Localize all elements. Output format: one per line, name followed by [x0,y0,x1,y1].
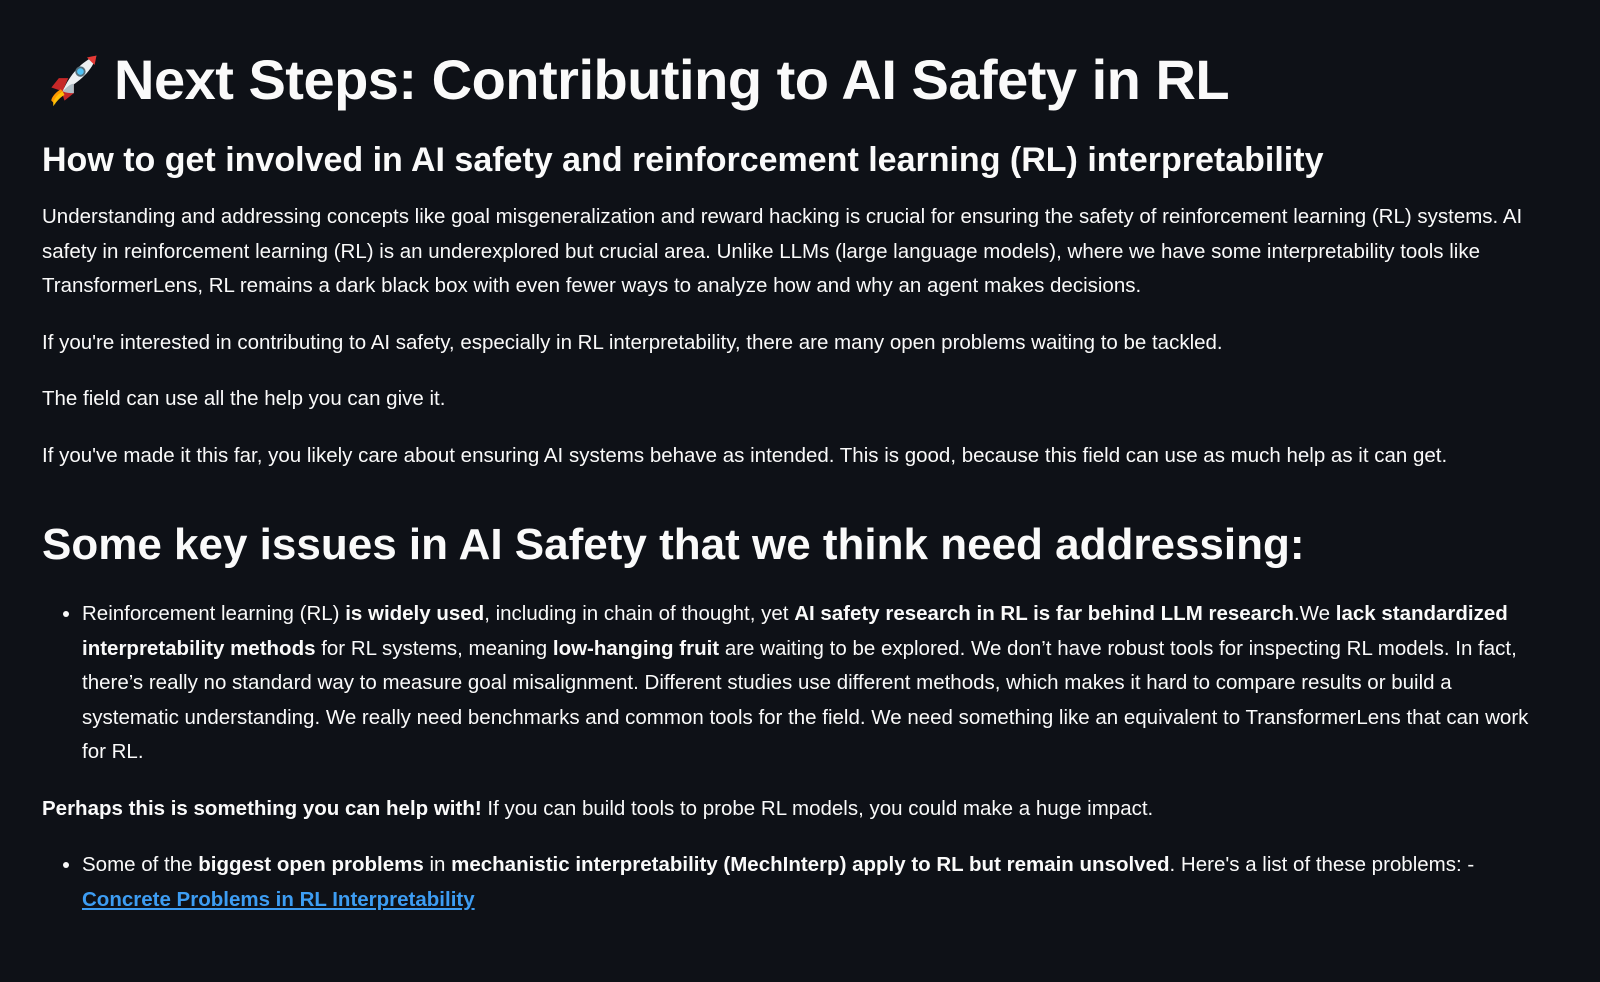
bullet-text: Some of the [82,853,199,876]
bullet-bold: lack standardized interpretability methods [82,602,1508,660]
callout-text: If you can build tools to probe RL models, you could make a huge impact. [481,796,1154,820]
intro-paragraph-2: If you're interested in contributing to AI safety, especially in RL interpretability, there are many open problems waiting to be tackled. [42,330,1223,354]
bullet-text: .We [1293,602,1336,625]
list-item [82,848,1540,917]
intro-paragraph-4: If you've made it this far, you likely care about ensuring AI systems behave as intended. This is good, because this field can use as much help as it can get. [42,443,1448,467]
bullet-text: are waiting to be explored. We don’t have robust tools for inspecting RL models. In fact, there’s really no standard way to measure goal misalignment. Different studies use different methods, which makes it hard to compare results or build a systematic understanding. We really need benchmarks and common tools for the field. We need something like an equivalent to TransformerLens that can work for RL. [82,636,1529,763]
issues-heading: Some key issues in AI Safety that we think need addressing: [42,520,1305,569]
issues-list-1 [42,597,1540,770]
intro-paragraph-3: The field can use all the help you can give it. [42,387,446,410]
bullet-text: for RL systems, meaning [315,636,553,660]
bullet-bold: low-hanging fruit [552,636,720,660]
bullet-text: Reinforcement learning (RL) [82,602,346,625]
bullet-bold: AI safety research in RL is far behind LLM research [794,602,1294,625]
bullet-bold: is widely used [345,602,485,625]
bullet-text: in [423,853,452,876]
bullet-text: , including in chain of thought, yet [484,602,795,625]
issues-list-2 [42,848,1540,917]
bullet-text: . Here's a list of these problems: - [1169,853,1475,876]
callout-bold: Perhaps this is something you can help with! [42,796,482,820]
page-title [42,40,1540,120]
list-item [82,597,1540,770]
bullet-bold: biggest open problems [198,853,424,876]
page-title-text: Next Steps: Contributing to AI Safety in RL [114,48,1230,111]
callout-paragraph [42,792,1540,827]
concrete-problems-link[interactable]: Concrete Problems in RL Interpretability [82,887,475,911]
bullet-bold: mechanistic interpretability (MechInterp) apply to RL but remain unsolved [451,853,1170,876]
intro-paragraph-1: Understanding and addressing concepts like goal misgeneralization and reward hacking is crucial for ensuring the safety of reinforcement learning (RL) systems. AI safety in reinforcement learning (RL) is an underexplored but crucial area. Unlike LLMs (large language models), where we have some interpretability tools like TransformerLens, RL remains a dark black box with even fewer ways to analyze how and why an agent makes decisions. [42,205,1523,297]
intro-subheading: How to get involved in AI safety and reinforcement learning (RL) interpretability [42,141,1324,179]
rocket-icon [42,50,102,110]
